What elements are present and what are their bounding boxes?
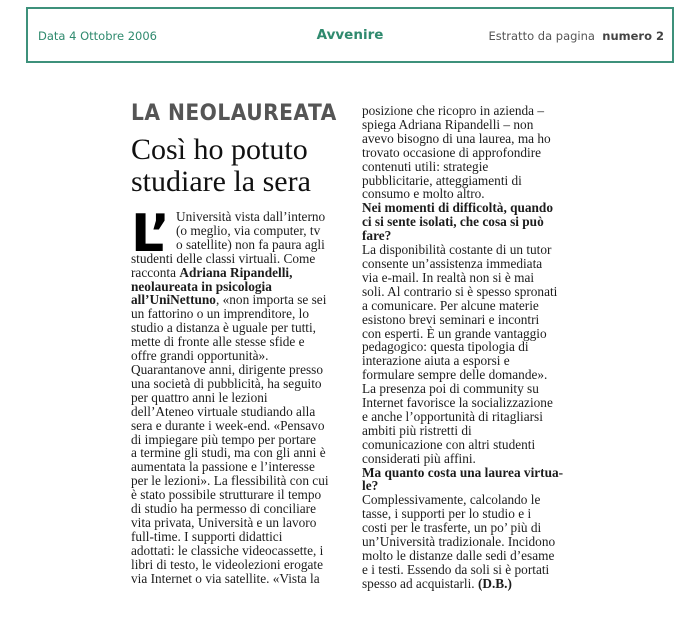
text-line: Università vista dall’interno xyxy=(176,209,326,224)
text-line: un’Università tradizionale. Incidono xyxy=(362,534,556,550)
article-kicker: LA NEOLAUREATA xyxy=(131,101,337,126)
text-line: comunicazione con altri studenti xyxy=(362,436,536,452)
text-line: full-time. I supporti didattici xyxy=(131,528,283,544)
text-line: o satellite) non fa paura agli xyxy=(176,236,325,252)
text-line: a comunicare. Per alcune materie xyxy=(362,297,539,313)
publication-date: Data 4 Ottobre 2006 xyxy=(38,29,157,43)
interviewee-name: Adriana Ripandelli, xyxy=(179,264,293,280)
text-run: , «non importa se sei xyxy=(215,292,327,308)
text-line: interazione aiuta a esporsi e xyxy=(362,353,510,369)
text-line: dell’Ateneo virtuale studiando alla xyxy=(131,403,316,419)
text-line: consente un’assistenza immediata xyxy=(362,255,543,271)
text-run: spesso ad acquistarli. xyxy=(362,575,478,591)
question-line: fare? xyxy=(362,228,392,244)
text-line: molto le distanze dalle sedi d’esame xyxy=(362,548,555,563)
text-line xyxy=(131,293,349,307)
text-line: spiega Adriana Ripandelli – non xyxy=(362,116,534,132)
text-line: e i testi. Essendo da soli si è portati xyxy=(362,561,550,577)
text-line: soli. Al contrario si è spesso spronati xyxy=(362,283,558,299)
text-line: un fattorino o un imprenditore, lo xyxy=(131,306,309,322)
text-line: consumo e molto altro. xyxy=(362,186,485,202)
author-initials: (D.B.) xyxy=(477,575,512,591)
extract-label: Estratto da pagina xyxy=(488,29,595,43)
headline-line: studiare la sera xyxy=(131,165,311,198)
question-line: ci si sente isolati, che cosa si può xyxy=(362,214,544,230)
interviewee-title: neolaureata in psicologia xyxy=(131,278,272,294)
text-line: vita privata, Università e un lavoro xyxy=(131,514,317,530)
text-line: di studio ha permesso di conciliare xyxy=(131,501,317,517)
question-line: Nei momenti di difficoltà, quando xyxy=(362,200,553,216)
page-number: numero 2 xyxy=(602,29,664,43)
text-line: aumentata la passione e l’interesse xyxy=(131,459,315,475)
text-line: Complessivamente, calcolando le xyxy=(362,492,541,508)
text-line: con esperti. È un grande vantaggio xyxy=(362,325,547,341)
text-line: considerati più affini. xyxy=(362,450,476,466)
text-line: contenuti utili: strategie xyxy=(362,158,489,174)
text-line: pubblicitarie, atteggiamenti di xyxy=(362,172,522,188)
article-column-left xyxy=(131,204,349,586)
text-line: pedagogico: questa tipologia di xyxy=(362,339,529,355)
text-line: esistono brevi seminari e incontri xyxy=(362,311,540,327)
text-line: Quarantanove anni, dirigente presso xyxy=(131,361,323,377)
text-line: adottati: le classiche videocassette, i xyxy=(131,542,324,558)
text-line: offre grandi opportunità». xyxy=(131,348,269,364)
text-line xyxy=(362,577,580,591)
text-line: e anche l’opportunità di ritagliarsi xyxy=(362,408,543,424)
text-line: sera e durante i week-end. «Pensavo xyxy=(131,417,325,433)
text-line: di impiegare più tempo per portare xyxy=(131,431,316,447)
text-line: formulare sempre delle domande». xyxy=(362,367,548,383)
article-headline xyxy=(131,134,361,198)
page-extract-info xyxy=(489,29,664,43)
text-line: via Internet o via satellite. «Vista la xyxy=(131,570,320,586)
text-line: (o meglio, via computer, tv xyxy=(176,222,321,238)
headline-line: Così ho potuto xyxy=(131,133,308,166)
text-line xyxy=(131,266,349,280)
text-line: La presenza poi di community su xyxy=(362,381,539,397)
text-line: La disponibilità costante di un tutor xyxy=(362,242,552,258)
text-line: Internet favorisce la socializzazione xyxy=(362,395,553,411)
text-line: ambiti più ristretti di xyxy=(362,422,472,438)
text-line: costi per le trasferte, un po’ più di xyxy=(362,520,542,536)
question-line: Ma quanto costa una laurea virtua- xyxy=(362,464,564,480)
text-line: è stato possibile strutturare il tempo xyxy=(131,487,322,503)
text-line: per quattro anni le lezioni xyxy=(131,389,268,405)
text-line: una società di pubblicità, ha seguito xyxy=(131,375,322,391)
text-line: mette di fronte alle stesse sfide e xyxy=(131,334,305,350)
university-name: all’UniNettuno xyxy=(131,292,216,308)
text-line: per le lezioni». La flessibilità con cui xyxy=(131,473,329,489)
text-line: a termine gli studi, ma con gli anni è xyxy=(131,445,326,461)
text-line: studio a distanza è uguale per tutti, xyxy=(131,320,316,336)
text-line: tasse, i supporti per lo studio e i xyxy=(362,506,532,522)
text-line: trovato occasione di approfondire xyxy=(362,144,542,160)
text-line: avevo bisogno di una laurea, ma ho xyxy=(362,130,551,146)
text-line: posizione che ricopro in azienda – xyxy=(362,103,545,118)
dropcap: L’ xyxy=(131,204,168,264)
article-column-right xyxy=(362,104,580,591)
text-line: libri di testo, le videolezioni erogate xyxy=(131,556,324,572)
newspaper-name: Avvenire xyxy=(316,27,384,43)
text-line: studenti delle classi virtuali. Come xyxy=(131,250,316,266)
text-run: racconta xyxy=(131,264,180,280)
text-line: via e-mail. In realtà non si è mai xyxy=(362,269,535,285)
question-line: le? xyxy=(362,478,379,494)
clipping-header xyxy=(26,7,674,63)
